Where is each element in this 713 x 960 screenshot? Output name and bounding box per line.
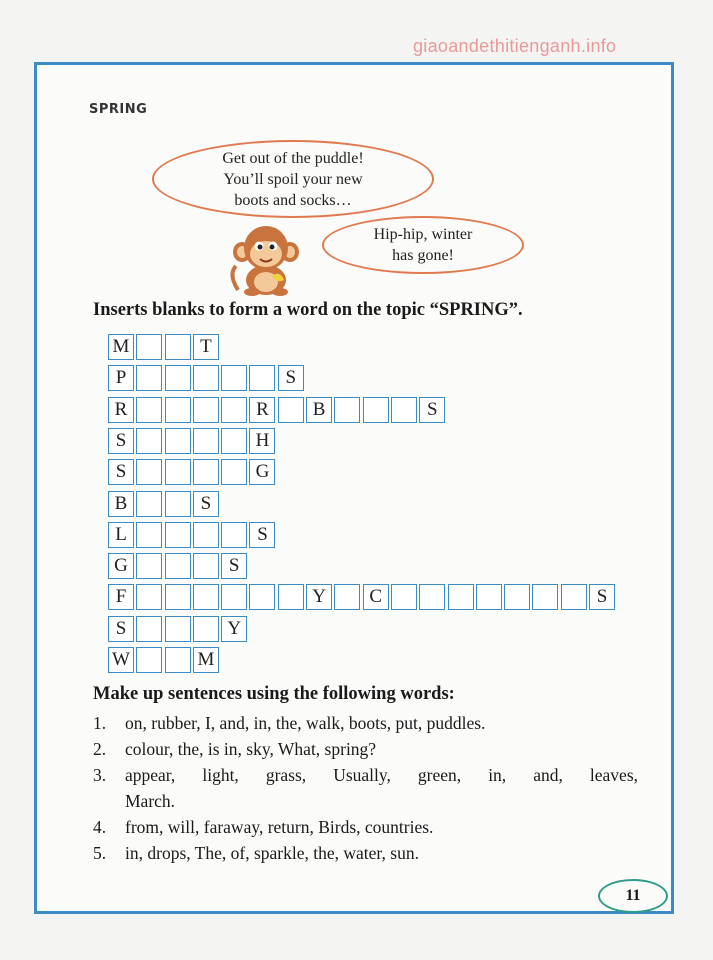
crossword-letter-cell: W <box>108 647 134 673</box>
crossword-blank-cell[interactable] <box>249 365 275 391</box>
list-item <box>93 840 638 866</box>
crossword-row <box>108 365 306 391</box>
crossword-row <box>108 428 278 454</box>
crossword-row <box>108 522 278 548</box>
item-text: colour, the, is in, sky, What, spring? <box>125 739 377 759</box>
page-number: 11 <box>598 879 668 913</box>
crossword-blank-cell[interactable] <box>136 334 162 360</box>
crossword-blank-cell[interactable] <box>165 522 191 548</box>
crossword-blank-cell[interactable] <box>419 584 445 610</box>
crossword-row <box>108 616 249 642</box>
crossword-letter-cell: S <box>108 616 134 642</box>
crossword-blank-cell[interactable] <box>532 584 558 610</box>
crossword-letter-cell: G <box>249 459 275 485</box>
crossword-letter-cell: L <box>108 522 134 548</box>
crossword-row <box>108 459 278 485</box>
crossword-letter-cell: B <box>108 491 134 517</box>
crossword-blank-cell[interactable] <box>136 522 162 548</box>
crossword-blank-cell[interactable] <box>278 397 304 423</box>
crossword-blank-cell[interactable] <box>391 584 417 610</box>
crossword-blank-cell[interactable] <box>165 428 191 454</box>
crossword-blank-cell[interactable] <box>221 397 247 423</box>
crossword-letter-cell: S <box>193 491 219 517</box>
monkey-icon <box>228 218 308 298</box>
crossword-letter-cell: S <box>108 459 134 485</box>
bubble-line: has gone! <box>392 247 454 264</box>
crossword-letter-cell: G <box>108 553 134 579</box>
crossword-blank-cell[interactable] <box>221 459 247 485</box>
crossword-blank-cell[interactable] <box>165 459 191 485</box>
crossword-blank-cell[interactable] <box>476 584 502 610</box>
crossword-row <box>108 397 448 423</box>
crossword-blank-cell[interactable] <box>136 647 162 673</box>
section-heading: SPRING <box>89 102 148 117</box>
crossword-blank-cell[interactable] <box>165 616 191 642</box>
crossword-blank-cell[interactable] <box>165 584 191 610</box>
crossword-letter-cell: P <box>108 365 134 391</box>
crossword-blank-cell[interactable] <box>193 522 219 548</box>
crossword-blank-cell[interactable] <box>193 459 219 485</box>
crossword-row <box>108 647 221 673</box>
crossword-blank-cell[interactable] <box>193 616 219 642</box>
watermark: giaoandethitienganh.info <box>413 36 617 56</box>
task-instruction-crossword: Inserts blanks to form a word on the topic “SPRING”. <box>93 300 523 320</box>
crossword-letter-cell: M <box>108 334 134 360</box>
item-text-continued: March. <box>125 791 176 811</box>
crossword-letter-cell: T <box>193 334 219 360</box>
list-item <box>93 762 638 788</box>
crossword-blank-cell[interactable] <box>221 522 247 548</box>
speech-bubble-puddle <box>152 140 434 218</box>
sentence-list <box>93 710 638 866</box>
crossword-letter-cell: S <box>589 584 615 610</box>
crossword-blank-cell[interactable] <box>136 584 162 610</box>
bubble-line: boots and socks… <box>234 191 352 209</box>
crossword-blank-cell[interactable] <box>165 365 191 391</box>
list-item <box>93 814 638 840</box>
crossword-blank-cell[interactable] <box>193 584 219 610</box>
crossword-letter-cell: S <box>419 397 445 423</box>
crossword-blank-cell[interactable] <box>136 397 162 423</box>
bubble-line: You’ll spoil your new <box>223 170 363 188</box>
bubble-line: Hip-hip, winter <box>373 226 473 243</box>
crossword-blank-cell[interactable] <box>136 459 162 485</box>
crossword-blank-cell[interactable] <box>363 397 389 423</box>
crossword-blank-cell[interactable] <box>334 584 360 610</box>
crossword-blank-cell[interactable] <box>221 365 247 391</box>
crossword-blank-cell[interactable] <box>193 397 219 423</box>
list-item <box>93 710 638 736</box>
crossword-blank-cell[interactable] <box>193 428 219 454</box>
crossword-blank-cell[interactable] <box>136 365 162 391</box>
task-instruction-sentences: Make up sentences using the following words: <box>93 684 455 704</box>
item-text: appear, light, grass, Usually, green, in, and, leaves, <box>125 765 638 785</box>
crossword-row <box>108 491 221 517</box>
crossword-letter-cell: M <box>193 647 219 673</box>
item-number: 2. <box>93 739 107 759</box>
crossword-blank-cell[interactable] <box>165 553 191 579</box>
crossword-blank-cell[interactable] <box>193 553 219 579</box>
crossword-blank-cell[interactable] <box>504 584 530 610</box>
crossword-blank-cell[interactable] <box>165 491 191 517</box>
crossword-blank-cell[interactable] <box>391 397 417 423</box>
crossword-blank-cell[interactable] <box>136 553 162 579</box>
crossword-blank-cell[interactable] <box>136 428 162 454</box>
speech-bubble-winter <box>322 216 524 274</box>
item-number: 3. <box>93 765 107 785</box>
crossword-blank-cell[interactable] <box>221 428 247 454</box>
crossword-letter-cell: F <box>108 584 134 610</box>
crossword-blank-cell[interactable] <box>165 647 191 673</box>
crossword-blank-cell[interactable] <box>249 584 275 610</box>
crossword-blank-cell[interactable] <box>561 584 587 610</box>
crossword-letter-cell: H <box>249 428 275 454</box>
list-item <box>93 736 638 762</box>
item-number: 1. <box>93 713 107 733</box>
item-text: from, will, faraway, return, Birds, countries. <box>125 817 434 837</box>
crossword-blank-cell[interactable] <box>165 334 191 360</box>
crossword-letter-cell: S <box>108 428 134 454</box>
item-number: 4. <box>93 817 107 837</box>
crossword-row <box>108 553 249 579</box>
crossword-letter-cell: Y <box>221 616 247 642</box>
crossword-blank-cell[interactable] <box>193 365 219 391</box>
crossword-letter-cell: S <box>221 553 247 579</box>
crossword-letter-cell: S <box>249 522 275 548</box>
crossword-blank-cell[interactable] <box>448 584 474 610</box>
crossword-blank-cell[interactable] <box>136 616 162 642</box>
crossword-row <box>108 584 617 610</box>
crossword-letter-cell: C <box>363 584 389 610</box>
crossword-blank-cell[interactable] <box>221 584 247 610</box>
crossword-blank-cell[interactable] <box>334 397 360 423</box>
item-text: on, rubber, I, and, in, the, walk, boots, put, puddles. <box>125 713 486 733</box>
bubble-line: Get out of the puddle! <box>222 149 364 167</box>
crossword-letter-cell: S <box>278 365 304 391</box>
crossword-row <box>108 334 221 360</box>
crossword-letter-cell: R <box>249 397 275 423</box>
item-number: 5. <box>93 843 107 863</box>
crossword-letter-cell: B <box>306 397 332 423</box>
item-text: in, drops, The, of, sparkle, the, water, sun. <box>125 843 419 863</box>
crossword-blank-cell[interactable] <box>165 397 191 423</box>
crossword-letter-cell: R <box>108 397 134 423</box>
crossword-blank-cell[interactable] <box>136 491 162 517</box>
crossword-letter-cell: Y <box>306 584 332 610</box>
crossword-blank-cell[interactable] <box>278 584 304 610</box>
